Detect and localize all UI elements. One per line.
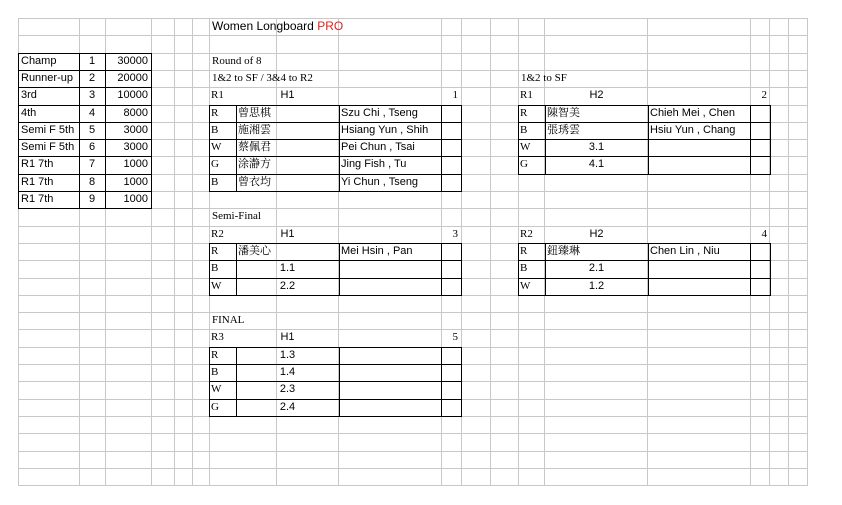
prize-place-cell[interactable]: R1 7th	[21, 193, 54, 205]
prize-rank-cell[interactable]: 2	[88, 72, 96, 84]
heat-round-label[interactable]: R3	[211, 331, 224, 343]
heat-name-label[interactable]: H2	[589, 89, 604, 101]
heat-round-label[interactable]: R2	[211, 228, 224, 240]
prize-rank-cell[interactable]: 5	[88, 124, 96, 136]
round-of-8-label[interactable]: Round of 8	[212, 55, 262, 67]
surfer-name-zh[interactable]: 張琇雲	[547, 124, 580, 136]
jersey-color-cell[interactable]: W	[211, 141, 222, 153]
jersey-color-cell[interactable]: B	[211, 366, 219, 378]
prize-rank-cell[interactable]: 3	[88, 89, 96, 101]
surfer-name-zh[interactable]: 2.3	[279, 383, 296, 395]
surfer-name-en[interactable]	[648, 156, 750, 173]
surfer-name-zh[interactable]: 3.1	[588, 141, 605, 153]
prize-amount-cell[interactable]: 8000	[123, 107, 148, 119]
surfer-name-zh[interactable]: 曾思棋	[238, 107, 271, 119]
semi-final-label[interactable]: Semi-Final	[212, 210, 261, 222]
surfer-name-zh[interactable]: 1.4	[279, 366, 296, 378]
heat-result-cell[interactable]	[750, 139, 770, 156]
heat-result-cell[interactable]	[441, 174, 461, 191]
surfer-name-en[interactable]	[648, 260, 750, 277]
jersey-color-cell[interactable]: G	[211, 401, 219, 413]
surfer-name-en[interactable]: Chen Lin , Niu	[650, 245, 720, 257]
heat-number[interactable]: 5	[452, 331, 458, 343]
surfer-name-zh[interactable]: 2.1	[588, 262, 605, 274]
jersey-color-cell[interactable]: W	[520, 280, 531, 292]
heat-result-cell[interactable]	[441, 381, 461, 398]
heat-result-cell[interactable]	[441, 156, 461, 173]
prize-amount-cell[interactable]: 30000	[117, 55, 148, 67]
prize-amount-cell[interactable]: 20000	[117, 72, 148, 84]
surfer-name-zh[interactable]: 1.2	[588, 280, 605, 292]
surfer-name-en[interactable]: Szu Chi , Tseng	[341, 107, 418, 119]
jersey-color-cell[interactable]: R	[520, 107, 528, 119]
surfer-name-zh[interactable]: 1.3	[279, 349, 296, 361]
prize-rank-cell[interactable]: 9	[88, 193, 96, 205]
surfer-name-zh[interactable]: 蔡佩君	[238, 141, 271, 153]
heat-name-label[interactable]: H1	[280, 89, 295, 101]
surfer-name-zh[interactable]: 潘美心	[238, 245, 271, 257]
prize-amount-cell[interactable]: 10000	[117, 89, 148, 101]
surfer-name-zh[interactable]: 1.1	[279, 262, 296, 274]
prize-amount-cell[interactable]: 3000	[123, 141, 148, 153]
prize-place-cell[interactable]: 3rd	[21, 89, 37, 101]
heat-result-cell[interactable]	[750, 278, 770, 295]
jersey-color-cell[interactable]: W	[211, 383, 222, 395]
heat-number[interactable]: 2	[761, 89, 767, 101]
prize-place-cell[interactable]: 4th	[21, 107, 37, 119]
jersey-color-cell[interactable]: B	[211, 176, 219, 188]
surfer-name-zh[interactable]: 鈕臻琳	[547, 245, 580, 257]
heat-round-label[interactable]: R1	[211, 89, 224, 101]
heat-result-cell[interactable]	[441, 122, 461, 139]
title-accent: PRO	[317, 19, 344, 33]
prize-rank-cell[interactable]: 7	[88, 158, 96, 170]
prize-rank-cell[interactable]: 6	[88, 141, 96, 153]
surfer-name-en[interactable]	[339, 399, 441, 416]
heat-result-cell[interactable]	[441, 364, 461, 381]
prize-rank-cell[interactable]: 4	[88, 107, 96, 119]
surfer-name-zh[interactable]: 涂瀞方	[238, 158, 271, 170]
prize-place-cell[interactable]: R1 7th	[21, 158, 54, 170]
surfer-name-en[interactable]	[339, 381, 441, 398]
sheet-title[interactable]	[210, 18, 343, 35]
prize-place-cell[interactable]: Runner-up	[21, 72, 73, 84]
surfer-name-en[interactable]	[648, 278, 750, 295]
prize-place-cell[interactable]: Semi F 5th	[21, 141, 75, 153]
surfer-name-en[interactable]	[339, 260, 441, 277]
heat-result-cell[interactable]	[441, 347, 461, 364]
surfer-name-en[interactable]: Hsiang Yun , Shih	[341, 124, 429, 136]
heat-result-cell[interactable]	[750, 243, 770, 260]
prize-rank-cell[interactable]: 1	[88, 55, 96, 67]
jersey-color-cell[interactable]: R	[211, 245, 219, 257]
surfer-name-en[interactable]	[339, 347, 441, 364]
prize-amount-cell[interactable]: 1000	[123, 176, 148, 188]
surfer-name-en[interactable]: Mei Hsin , Pan	[341, 245, 413, 257]
advance-rule-left[interactable]: 1&2 to SF / 3&4 to R2	[212, 72, 313, 84]
surfer-name-en[interactable]: Pei Chun , Tsai	[341, 141, 415, 153]
heat-number[interactable]: 4	[761, 228, 767, 240]
jersey-color-cell[interactable]: W	[211, 280, 222, 292]
heat-result-cell[interactable]	[750, 156, 770, 173]
heat-result-cell[interactable]	[750, 122, 770, 139]
surfer-name-en[interactable]	[339, 278, 441, 295]
heat-name-label[interactable]: H1	[280, 228, 295, 240]
surfer-name-zh[interactable]: 施湘雲	[238, 124, 271, 136]
heat-result-cell[interactable]	[441, 139, 461, 156]
surfer-name-en[interactable]: Chieh Mei , Chen	[650, 107, 735, 119]
prize-place-cell[interactable]: Semi F 5th	[21, 124, 75, 136]
jersey-color-cell[interactable]: W	[520, 141, 531, 153]
prize-amount-cell[interactable]: 3000	[123, 124, 148, 136]
jersey-color-cell[interactable]: R	[211, 107, 219, 119]
heat-result-cell[interactable]	[750, 105, 770, 122]
heat-number[interactable]: 1	[452, 89, 458, 101]
heat-name-label[interactable]: H1	[280, 331, 295, 343]
heat-result-cell[interactable]	[441, 278, 461, 295]
heat-round-label[interactable]: R2	[520, 228, 533, 240]
prize-place-cell[interactable]: R1 7th	[21, 176, 54, 188]
heat-result-cell[interactable]	[441, 260, 461, 277]
heat-result-cell[interactable]	[441, 105, 461, 122]
jersey-color-cell[interactable]: G	[211, 158, 219, 170]
surfer-name-zh[interactable]: 2.2	[279, 280, 296, 292]
jersey-color-cell[interactable]: G	[520, 158, 528, 170]
heat-name-label[interactable]: H2	[589, 228, 604, 240]
surfer-name-en[interactable]: Jing Fish , Tu	[341, 158, 407, 170]
surfer-name-zh[interactable]: 陳智美	[547, 107, 580, 119]
surfer-name-en[interactable]	[648, 139, 750, 156]
jersey-color-cell[interactable]: B	[520, 124, 528, 136]
jersey-color-cell[interactable]: B	[520, 262, 528, 274]
prize-place-cell[interactable]: Champ	[21, 55, 57, 67]
prize-rank-cell[interactable]: 8	[88, 176, 96, 188]
heat-round-label[interactable]: R1	[520, 89, 533, 101]
advance-rule-right[interactable]: 1&2 to SF	[521, 72, 567, 84]
surfer-name-en[interactable]: Yi Chun , Tseng	[341, 176, 419, 188]
surfer-name-en[interactable]: Hsiu Yun , Chang	[650, 124, 736, 136]
jersey-color-cell[interactable]: R	[211, 349, 219, 361]
surfer-name-zh[interactable]: 2.4	[279, 401, 296, 413]
final-label[interactable]: FINAL	[212, 314, 245, 326]
jersey-color-cell[interactable]: B	[211, 262, 219, 274]
heat-result-cell[interactable]	[441, 243, 461, 260]
surfer-name-en[interactable]	[339, 364, 441, 381]
jersey-color-cell[interactable]: B	[211, 124, 219, 136]
surfer-name-zh[interactable]: 4.1	[588, 158, 605, 170]
heat-number[interactable]: 3	[452, 228, 458, 240]
surfer-name-zh[interactable]: 曾衣均	[238, 176, 271, 188]
title-main: Women Longboard	[212, 19, 318, 33]
heat-result-cell[interactable]	[750, 260, 770, 277]
prize-amount-cell[interactable]: 1000	[123, 193, 148, 205]
heat-result-cell[interactable]	[441, 399, 461, 416]
jersey-color-cell[interactable]: R	[520, 245, 528, 257]
prize-amount-cell[interactable]: 1000	[123, 158, 148, 170]
